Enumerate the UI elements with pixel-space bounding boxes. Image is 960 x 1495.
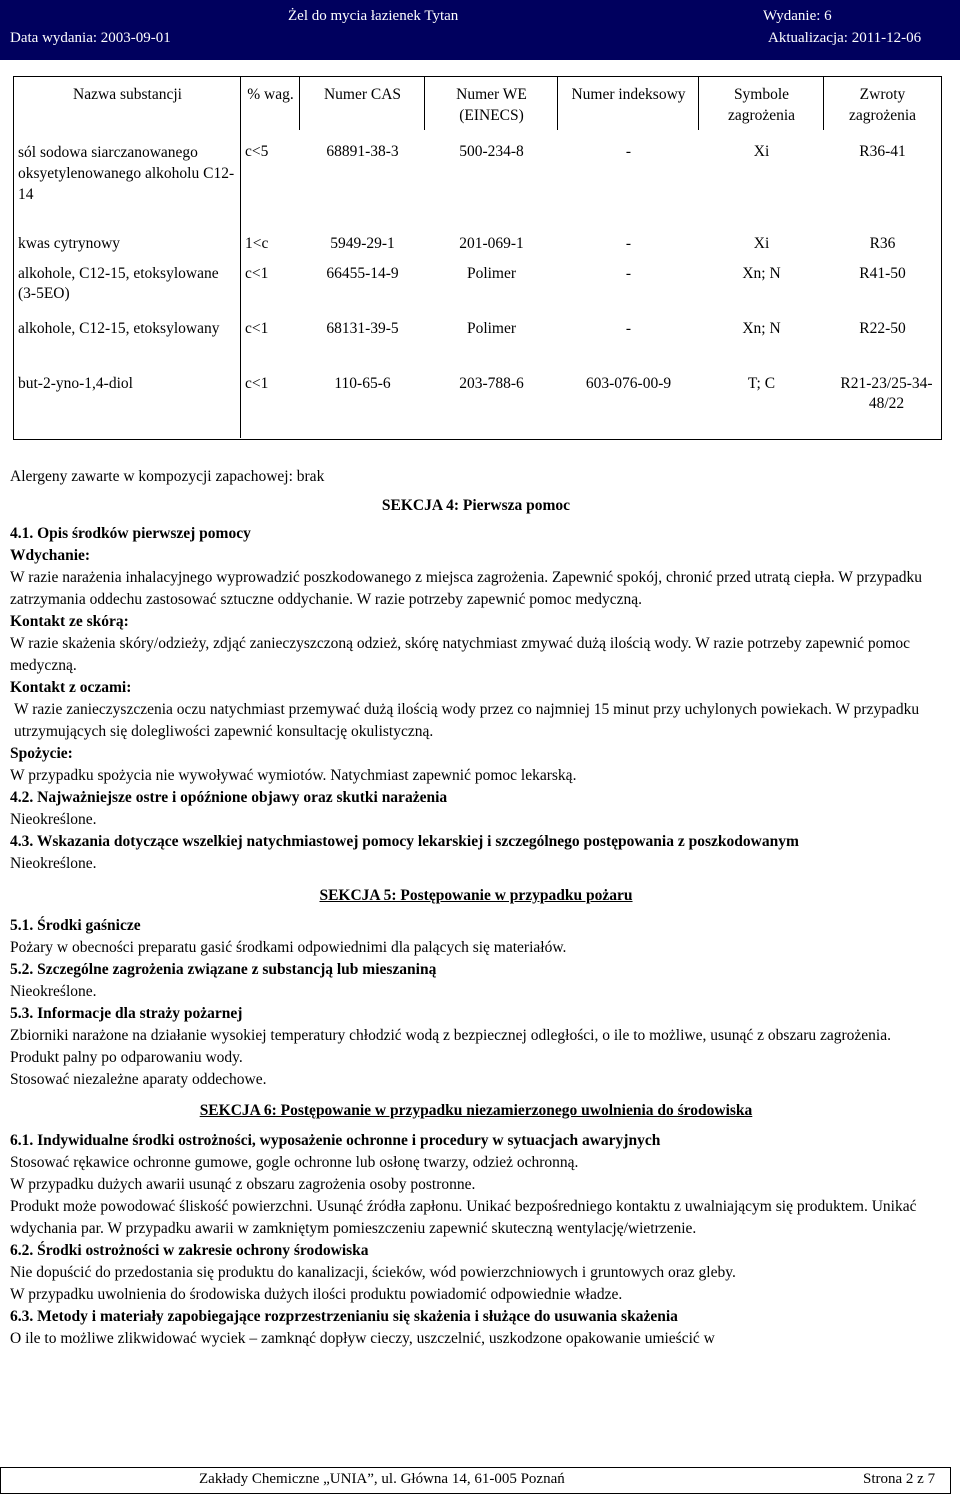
table-cell: Xn; N [742,320,781,337]
text-6-2-a: Nie dopuścić do przedostania się produktu do kanalizacji, ścieków, wód powierzchniowych i gruntowych oraz gleby. [10,1264,736,1281]
issue-date: Data wydania: 2003-09-01 [10,30,171,46]
ingestion-label: Spożycie: [10,745,73,762]
heading-6-1: 6.1. Indywidualne środki ostrożności, wyposażenie ochronne i procedury w sytuacjach awaryjnych [10,1132,661,1149]
text-5-3-c: Stosować niezależne aparaty oddechowe. [10,1071,267,1088]
column-header: Symbole zagrożenia [727,86,796,124]
allergens-note: Alergeny zawarte w kompozycji zapachowej: brak [10,468,325,485]
inhalation-label: Wdychanie: [10,547,91,564]
text-6-3: O ile to możliwe zlikwidować wyciek – zamknąć dopływ cieczy, uszczelnić, uszkodzone opakowanie umieścić w [10,1330,715,1347]
text-5-3-b: Produkt palny po odparowaniu wody. [10,1049,243,1066]
table-cell: 110-65-6 [334,375,391,392]
table-row [14,317,941,370]
table-cell: Xn; N [742,265,781,282]
table-cell: - [625,320,632,337]
ingestion-text: W przypadku spożycia nie wywoływać wymiotów. Natychmiast zapewnić pomoc lekarską. [10,767,577,784]
table-cell: - [625,235,632,252]
heading-4-3: 4.3. Wskazania dotyczące wszelkiej natychmiastowej pomocy lekarskiej i szczególnego postępowania z poszkodowanym [10,833,799,850]
table-cell: 5949-29-1 [330,235,395,252]
skin-contact-label: Kontakt ze skórą: [10,613,129,630]
heading-4-1: 4.1. Opis środków pierwszej pomocy [10,525,251,542]
table-cell: Polimer [466,320,517,337]
section-4-title: SEKCJA 4: Pierwsza pomoc [381,497,571,514]
table-cell: c<1 [245,265,269,282]
header-rule [0,56,960,60]
text-6-1-b: W przypadku dużych awarii usunąć z obszaru zagrożenia osoby postronne. [10,1176,476,1193]
text-4-3: Nieokreślone. [10,855,97,872]
table-cell: 66455-14-9 [326,265,399,282]
table-cell: R22-50 [859,320,906,337]
column-header: Nazwa substancji [73,86,182,103]
heading-4-2: 4.2. Najważniejsze ostre i opóźnione objawy oraz skutki narażenia [10,789,448,806]
table-cell: but-2-yno-1,4-diol [18,375,133,392]
heading-6-3: 6.3. Metody i materiały zapobiegające rozprzestrzenianiu się skażenia i służące do usuwania skażenia [10,1308,678,1325]
table-cell: Polimer [466,265,517,282]
table-cell: 603-076-00-9 [585,375,672,392]
heading-5-1: 5.1. Środki gaśnicze [10,917,141,934]
document-body [10,466,942,1350]
heading-6-2: 6.2. Środki ostrożności w zakresie ochrony środowiska [10,1242,369,1259]
table-cell: c<5 [245,143,269,160]
column-header: Zwroty zagrożenia [848,86,917,124]
table-cell: - [625,265,632,282]
heading-5-2: 5.2. Szczególne zagrożenia związane z substancją lub mieszaniną [10,961,437,978]
table-row [14,262,941,317]
table-header-row [14,76,941,130]
text-6-1-c: Produkt może powodować śliskość powierzchni. Usunąć źródła zapłonu. Unikać bezpośredniego kontaktu z uwalniającym się produktem. Unikać wdychania par. W przypadku awarii w zamkniętym pomieszczeniu zapewnić skuteczną wentylację/wietrzenie. [10,1198,917,1237]
table-row [14,230,941,262]
table-cell: - [625,143,632,160]
table-cell: Xi [753,143,770,160]
table-cell: alkohole, C12-15, etoksylowany [18,320,220,337]
table-cell: sól sodowa siarczanowanego oksyetylenowanego alkoholu C12-14 [18,144,235,203]
table-cell: c<1 [245,375,269,392]
table-cell: R36-41 [859,143,906,160]
text-6-1-a: Stosować rękawice ochronne gumowe, gogle ochronne lub osłonę twarzy, odzież ochronną. [10,1154,579,1171]
table-cell: c<1 [245,320,269,337]
table-cell: R36 [869,235,896,252]
inhalation-text: W razie narażenia inhalacyjnego wyprowadzić poszkodowanego z miejsca zagrożenia. Zapewnić spokój, chronić przed utratą ciepła. W przypadku zatrzymania oddechu zastosować sztuczne oddychanie. W razie potrzeby zapewnić pomoc medyczną. [10,569,922,608]
table-cell: alkohole, C12-15, etoksylowane (3-5EO) [18,265,219,302]
eye-contact-text: W razie zanieczyszczenia oczu natychmiast przemywać dużą ilością wody przez co najmniej 15 minut przy uchylonych powiekach. W przypadku utrzymujących się dolegliwości zapewnić konsultację okulistyczną. [14,701,920,740]
page-footer [0,1467,951,1494]
text-6-2-b: W przypadku uwolnienia do środowiska dużych ilości produktu powiadomić odpowiednie władze. [10,1286,623,1303]
table-row [14,130,941,230]
table-cell: 1<c [245,235,269,252]
table-cell: 201-069-1 [459,235,524,252]
column-header: % wag. [247,86,294,103]
text-4-2: Nieokreślone. [10,811,97,828]
table-cell: 68131-39-5 [326,320,399,337]
document-header [0,0,960,56]
update-date: Aktualizacja: 2011-12-06 [768,30,922,46]
table-cell: 68891-38-3 [326,143,399,160]
section-6-title: SEKCJA 6: Postępowanie w przypadku niezamierzonego uwolnienia do środowiska [199,1102,753,1119]
eye-contact-label: Kontakt z oczami: [10,679,132,696]
table-cell: kwas cytrynowy [18,235,121,252]
table-cell: 500-234-8 [459,143,524,160]
table-cell: 203-788-6 [459,375,524,392]
column-header: Numer indeksowy [571,86,686,103]
table-cell: T; C [747,375,776,392]
section-5-title: SEKCJA 5: Postępowanie w przypadku pożaru [319,887,633,904]
table-cell: R41-50 [859,265,906,282]
page-number: Strona 2 z 7 [863,1471,936,1487]
column-header: Numer CAS [323,86,402,103]
table-cell: Xi [753,235,770,252]
company-address: Zakłady Chemiczne „UNIA”, ul. Główna 14, 61-005 Poznań [199,1471,565,1487]
table-row [14,370,941,432]
heading-5-3: 5.3. Informacje dla straży pożarnej [10,1005,243,1022]
column-header: Numer WE (EINECS) [456,86,527,124]
text-5-3-a: Zbiorniki narażone na działanie wysokiej temperatury chłodzić wodą z bezpiecznej odległości, o ile to możliwe, usunąć z obszaru zagrożenia. [10,1027,891,1044]
product-name: Żel do mycia łazienek Tytan [288,8,459,24]
composition-table [14,76,941,432]
text-5-2: Nieokreślone. [10,983,97,1000]
text-5-1: Pożary w obecności preparatu gasić środkami odpowiednimi dla palących się materiałów. [10,939,567,956]
table-cell: R21-23/25-34-48/22 [840,375,933,412]
skin-contact-text: W razie skażenia skóry/odzieży, zdjąć zanieczyszczoną odzież, skórę natychmiast zmywać dużą ilością wody. W razie potrzeby zapewnić pomoc medyczną. [10,635,911,674]
edition: Wydanie: 6 [763,8,832,24]
